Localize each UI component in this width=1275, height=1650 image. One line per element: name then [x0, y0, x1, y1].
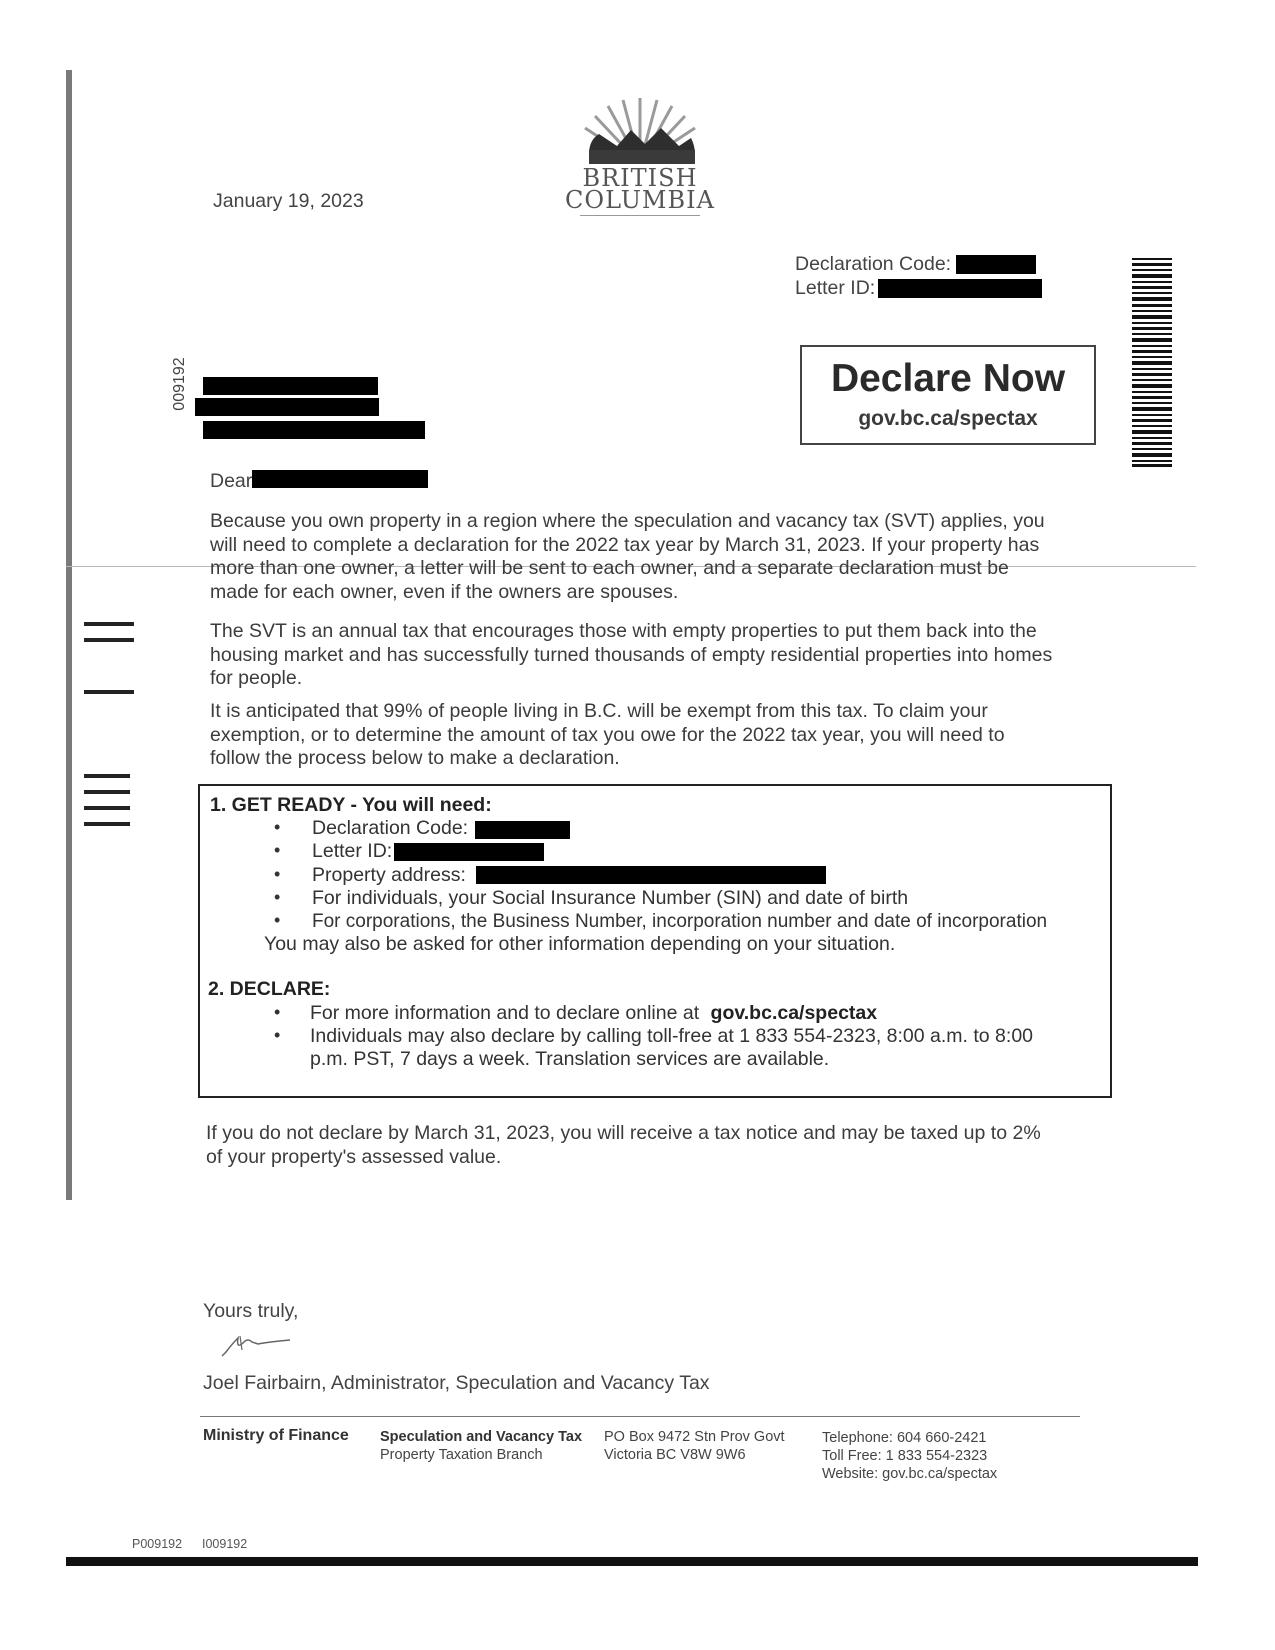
step1-heading: 1. GET READY - You will need:	[210, 794, 492, 816]
step2-online-text: For more information and to declare online at	[310, 1002, 700, 1024]
declare-now-url[interactable]: gov.bc.ca/spectax	[858, 407, 1038, 430]
step2-online-link[interactable]: gov.bc.ca/spectax	[710, 1002, 878, 1024]
redacted-recipient-line2	[195, 398, 379, 416]
declaration-code-label: Declaration Code:	[795, 253, 952, 275]
steps-box: 1. GET READY - You will need: • Declaration Code: • Letter ID: • Property address: • For individuals, your Social Insurance Number (SIN) and date of birth • For corporations, the Business Number, incorporation number and date of incorporation You may also be asked for other information depending on your situation. 2. DECLARE: • For more information and to declare online at gov.bc.ca/spectax • Individuals may also declare by calling toll-free at 1 833 554-2323, 8:00 a.m. to 8:00 p.m. PST, 7 days a week. Translation services are available.	[198, 784, 1112, 1098]
step2-item-phone-line1: Individuals may also declare by calling toll-free at 1 833 554-2323, 8:00 a.m. to 8:00	[310, 1025, 1034, 1047]
redacted-property-address	[476, 866, 826, 884]
print-code-p: P009192	[132, 1537, 183, 1551]
step1-item-corporations: For corporations, the Business Number, incorporation number and date of incorporation	[312, 911, 1048, 932]
logo-line1: BRITISH	[582, 164, 698, 192]
signoff: Yours truly,	[203, 1300, 299, 1322]
bc-logo	[565, 94, 715, 219]
letter-date: January 19, 2023	[213, 190, 364, 212]
redacted-step-letter-id	[394, 843, 544, 861]
paragraph-exemption: It is anticipated that 99% of people living in B.C. will be exempt from this tax. To claim your exemption, or to determine the amount of tax you owe for the 2022 tax year, you will need to follow the process below to make a declaration.	[210, 700, 1005, 769]
redacted-recipient-line3	[203, 421, 425, 439]
print-code-i: I009192	[202, 1537, 248, 1551]
redacted-letter-id	[878, 279, 1042, 298]
step2-item-online	[310, 1002, 877, 1025]
redacted-step-declaration-code	[475, 821, 570, 839]
redacted-declaration-code	[956, 255, 1036, 274]
redacted-recipient-line1	[203, 377, 378, 395]
step1-item-letter-id: Letter ID:	[312, 840, 393, 862]
step1-item-property-address: Property address:	[312, 864, 466, 886]
letter-id-label: Letter ID:	[795, 277, 876, 299]
footer-telephone: Telephone: 604 660-2421	[822, 1430, 987, 1446]
footer-address1: PO Box 9472 Stn Prov Govt	[604, 1429, 785, 1445]
footer-address2: Victoria BC V8W 9W6	[604, 1447, 746, 1463]
redacted-recipient-name	[252, 470, 428, 488]
footer-branch-bold: Speculation and Vacancy Tax	[380, 1429, 583, 1445]
bottom-edge-bar	[66, 1557, 1198, 1566]
logo-line2: COLUMBIA	[565, 186, 715, 214]
step1-item-declaration-code: Declaration Code:	[312, 817, 469, 839]
footer-branch: Property Taxation Branch	[380, 1447, 543, 1463]
footer-tollfree: Toll Free: 1 833 554-2323	[822, 1448, 988, 1464]
paragraph-closing: If you do not declare by March 31, 2023, you will receive a tax notice and may be taxed up to 2% of your property's assessed value.	[206, 1122, 1041, 1168]
declare-now-box	[800, 345, 1096, 445]
step2-item-phone-line2: p.m. PST, 7 days a week. Translation services are available.	[310, 1048, 830, 1070]
signature-icon	[218, 1330, 308, 1360]
step1-item-individuals: For individuals, your Social Insurance Number (SIN) and date of birth	[312, 887, 909, 909]
step2-heading: 2. DECLARE:	[208, 978, 331, 1000]
footer-website[interactable]: Website: gov.bc.ca/spectax	[822, 1466, 998, 1482]
bc-sun-mountain-icon	[565, 94, 715, 164]
step1-note: You may also be asked for other information depending on your situation.	[264, 933, 896, 955]
paragraph-intro: Because you own property in a region where the speculation and vacancy tax (SVT) applies, you will need to complete a declaration for the 2022 tax year by March 31, 2023. If your property has more than one owner, a letter will be sent to each owner, and a separate declaration must be made for each owner, even if the owners are spouses.	[210, 510, 1045, 603]
footer-ministry: Ministry of Finance	[203, 1427, 349, 1444]
signer-name: Joel Fairbairn, Administrator, Speculation and Vacancy Tax	[203, 1372, 710, 1394]
salutation: Dear	[210, 470, 253, 492]
page-left-edge	[66, 70, 72, 1200]
side-number: 009192	[171, 357, 188, 411]
declare-now-title: Declare Now	[830, 357, 1066, 400]
paragraph-svt: The SVT is an annual tax that encourages those with empty properties to put them back into the housing market and has successfully turned thousands of empty residential properties into homes for people.	[210, 620, 1053, 689]
footer-rule	[200, 1416, 1080, 1417]
